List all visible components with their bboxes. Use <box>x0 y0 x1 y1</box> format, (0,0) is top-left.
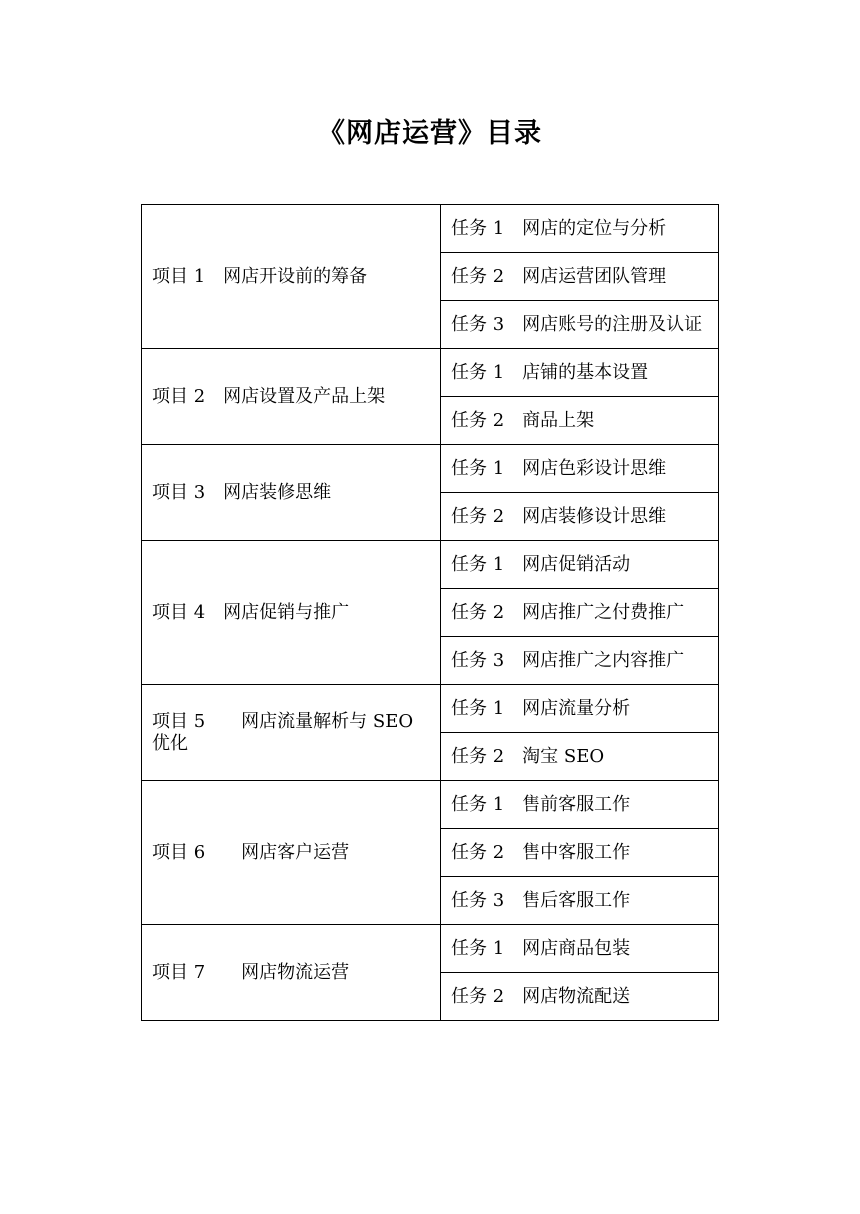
task-label: 任务 3 售后客服工作 <box>441 877 719 925</box>
table-row <box>142 685 719 733</box>
project-label: 项目 2 网店设置及产品上架 <box>142 349 441 445</box>
task-label: 任务 3 网店账号的注册及认证 <box>441 301 719 349</box>
project-label: 项目 4 网店促销与推广 <box>142 541 441 685</box>
table-row <box>142 925 719 973</box>
task-label: 任务 2 商品上架 <box>441 397 719 445</box>
table-of-contents <box>141 204 719 1021</box>
task-label: 任务 1 网店色彩设计思维 <box>441 445 719 493</box>
task-label: 任务 2 网店推广之付费推广 <box>441 589 719 637</box>
task-label: 任务 2 网店运营团队管理 <box>441 253 719 301</box>
task-label: 任务 1 网店的定位与分析 <box>441 205 719 253</box>
task-label: 任务 1 网店流量分析 <box>441 685 719 733</box>
task-label: 任务 2 网店装修设计思维 <box>441 493 719 541</box>
table-row <box>142 349 719 397</box>
task-label: 任务 2 淘宝 SEO <box>441 733 719 781</box>
table-row <box>142 781 719 829</box>
project-label: 项目 7 网店物流运营 <box>142 925 441 1021</box>
task-label: 任务 3 网店推广之内容推广 <box>441 637 719 685</box>
table-row <box>142 541 719 589</box>
page-title: 《网店运营》目录 <box>318 118 542 149</box>
task-label: 任务 1 售前客服工作 <box>441 781 719 829</box>
project-label: 项目 1 网店开设前的筹备 <box>142 205 441 349</box>
table-row <box>142 205 719 253</box>
task-label: 任务 1 网店促销活动 <box>441 541 719 589</box>
task-label: 任务 2 网店物流配送 <box>441 973 719 1021</box>
task-label: 任务 2 售中客服工作 <box>441 829 719 877</box>
project-label: 项目 6 网店客户运营 <box>142 781 441 925</box>
project-label: 项目 5 网店流量解析与 SEO 优化 <box>142 685 441 781</box>
table-row <box>142 445 719 493</box>
project-label: 项目 3 网店装修思维 <box>142 445 441 541</box>
task-label: 任务 1 网店商品包装 <box>441 925 719 973</box>
task-label: 任务 1 店铺的基本设置 <box>441 349 719 397</box>
